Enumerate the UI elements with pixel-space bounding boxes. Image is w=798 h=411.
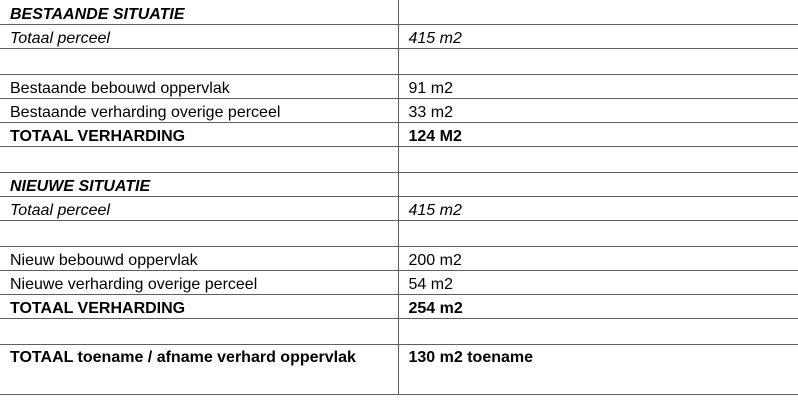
table-row: [0, 246, 798, 270]
row-label-existing-built-area: Bestaande bebouwd oppervlak: [0, 74, 398, 98]
row-label-total-new: TOTAAL VERHARDING: [0, 294, 398, 318]
spacer-row: [0, 220, 798, 246]
row-value-total-plot-new: 415 m2: [398, 196, 798, 220]
spacer-cell: [0, 318, 398, 344]
row-value-existing-paving: 33 m2: [398, 98, 798, 122]
table-row: [0, 196, 798, 220]
row-label-total-existing: TOTAAL VERHARDING: [0, 122, 398, 146]
table-row: [0, 24, 798, 48]
row-value-new-built-area: 200 m2: [398, 246, 798, 270]
row-label-total-plot-existing: Totaal perceel: [0, 24, 398, 48]
row-value-total-existing: 124 M2: [398, 122, 798, 146]
table-row: [0, 270, 798, 294]
spacer-row: [0, 318, 798, 344]
row-value-total-plot-existing: 415 m2: [398, 24, 798, 48]
section-title-new: NIEUWE SITUATIE: [0, 172, 398, 196]
table-row: [0, 74, 798, 98]
section-value-new: [398, 172, 798, 196]
spacer-cell: [0, 146, 398, 172]
row-label-new-built-area: Nieuw bebouwd oppervlak: [0, 246, 398, 270]
spacer-cell: [398, 220, 798, 246]
spacer-cell: [398, 48, 798, 74]
table-row: [0, 98, 798, 122]
section-header-existing: [0, 0, 798, 24]
spacer-cell: [0, 48, 398, 74]
total-row-new: [0, 294, 798, 318]
row-value-total-change: 130 m2 toename: [398, 344, 798, 394]
spacer-row: [0, 146, 798, 172]
row-label-new-paving: Nieuwe verharding overige perceel: [0, 270, 398, 294]
total-row-existing: [0, 122, 798, 146]
row-label-total-plot-new: Totaal perceel: [0, 196, 398, 220]
row-value-new-paving: 54 m2: [398, 270, 798, 294]
spacer-cell: [398, 318, 798, 344]
row-label-total-change: TOTAAL toename / afname verhard oppervlak: [0, 344, 398, 394]
total-change-row: [0, 344, 798, 394]
row-value-existing-built-area: 91 m2: [398, 74, 798, 98]
spacer-cell: [398, 146, 798, 172]
spacer-cell: [0, 220, 398, 246]
section-title-existing: BESTAANDE SITUATIE: [0, 0, 398, 24]
row-value-total-new: 254 m2: [398, 294, 798, 318]
spacer-row: [0, 48, 798, 74]
section-header-new: [0, 172, 798, 196]
row-label-existing-paving: Bestaande verharding overige perceel: [0, 98, 398, 122]
section-value-existing: [398, 0, 798, 24]
